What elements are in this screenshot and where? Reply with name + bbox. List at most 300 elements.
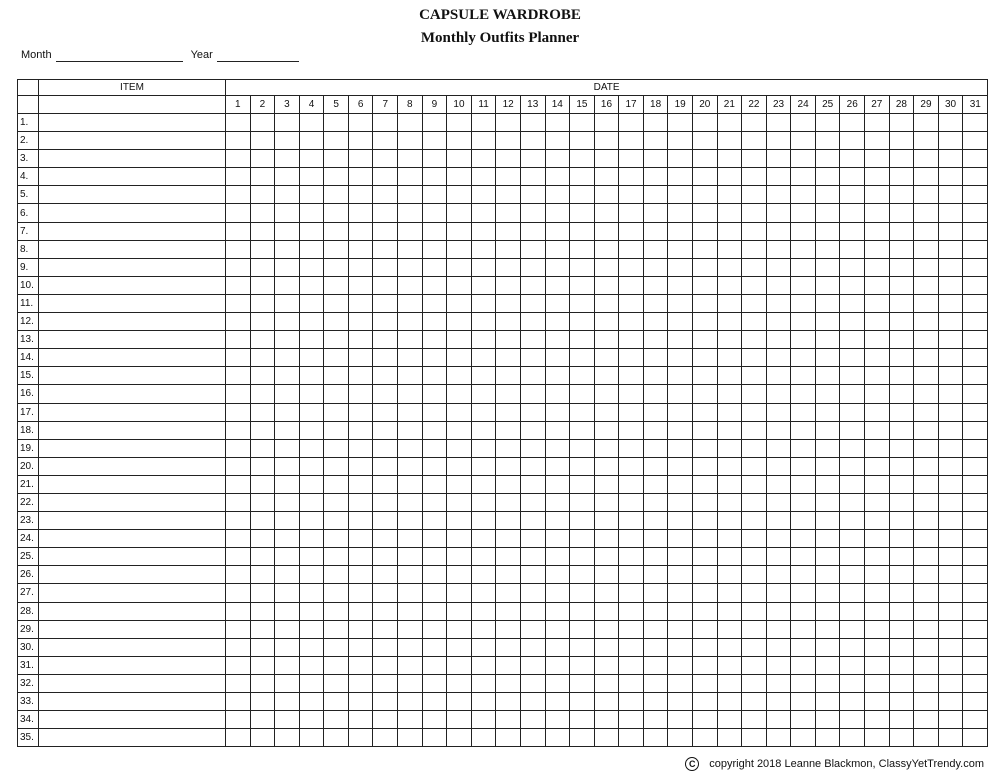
date-cell[interactable] [717,349,742,367]
date-cell[interactable] [447,530,472,548]
date-cell[interactable] [447,367,472,385]
date-cell[interactable] [275,530,300,548]
date-cell[interactable] [398,403,423,421]
date-cell[interactable] [447,186,472,204]
date-cell[interactable] [496,222,521,240]
date-cell[interactable] [422,693,447,711]
date-cell[interactable] [226,114,251,132]
date-cell[interactable] [668,620,693,638]
date-cell[interactable] [496,548,521,566]
date-cell[interactable] [471,313,496,331]
date-cell[interactable] [471,186,496,204]
date-cell[interactable] [865,367,890,385]
date-cell[interactable] [348,349,373,367]
date-cell[interactable] [496,367,521,385]
date-cell[interactable] [742,114,767,132]
date-cell[interactable] [791,403,816,421]
date-cell[interactable] [299,602,324,620]
date-cell[interactable] [570,439,595,457]
date-cell[interactable] [766,729,791,747]
date-cell[interactable] [889,620,914,638]
date-cell[interactable] [840,276,865,294]
date-cell[interactable] [496,656,521,674]
date-cell[interactable] [766,331,791,349]
date-cell[interactable] [226,693,251,711]
date-cell[interactable] [865,222,890,240]
date-cell[interactable] [520,367,545,385]
date-cell[interactable] [619,168,644,186]
date-cell[interactable] [520,421,545,439]
date-cell[interactable] [471,584,496,602]
date-cell[interactable] [815,512,840,530]
date-cell[interactable] [963,349,988,367]
date-cell[interactable] [299,186,324,204]
date-cell[interactable] [570,186,595,204]
date-cell[interactable] [766,566,791,584]
date-cell[interactable] [914,294,939,312]
date-cell[interactable] [865,566,890,584]
date-cell[interactable] [889,656,914,674]
date-cell[interactable] [324,258,349,276]
date-cell[interactable] [520,548,545,566]
date-cell[interactable] [914,693,939,711]
date-cell[interactable] [840,512,865,530]
date-cell[interactable] [643,729,668,747]
date-cell[interactable] [840,186,865,204]
date-cell[interactable] [889,548,914,566]
date-cell[interactable] [938,331,963,349]
date-cell[interactable] [398,168,423,186]
date-cell[interactable] [373,638,398,656]
date-cell[interactable] [914,132,939,150]
date-cell[interactable] [938,475,963,493]
date-cell[interactable] [520,656,545,674]
date-cell[interactable] [299,331,324,349]
date-cell[interactable] [545,294,570,312]
date-cell[interactable] [938,584,963,602]
date-cell[interactable] [520,222,545,240]
date-cell[interactable] [348,222,373,240]
date-cell[interactable] [348,656,373,674]
date-cell[interactable] [226,674,251,692]
date-cell[interactable] [545,385,570,403]
date-cell[interactable] [250,403,275,421]
date-cell[interactable] [324,403,349,421]
date-cell[interactable] [471,439,496,457]
date-cell[interactable] [619,421,644,439]
date-cell[interactable] [348,258,373,276]
date-cell[interactable] [275,656,300,674]
date-cell[interactable] [398,439,423,457]
date-cell[interactable] [938,204,963,222]
date-cell[interactable] [324,457,349,475]
date-cell[interactable] [275,313,300,331]
date-cell[interactable] [471,114,496,132]
date-cell[interactable] [520,638,545,656]
date-cell[interactable] [914,439,939,457]
date-cell[interactable] [398,276,423,294]
date-cell[interactable] [324,150,349,168]
date-cell[interactable] [250,457,275,475]
date-cell[interactable] [447,674,472,692]
date-cell[interactable] [570,711,595,729]
date-cell[interactable] [668,403,693,421]
date-cell[interactable] [422,530,447,548]
date-cell[interactable] [643,313,668,331]
date-cell[interactable] [398,204,423,222]
date-cell[interactable] [275,168,300,186]
date-cell[interactable] [373,475,398,493]
date-cell[interactable] [865,493,890,511]
date-cell[interactable] [889,674,914,692]
date-cell[interactable] [226,222,251,240]
date-cell[interactable] [471,168,496,186]
date-cell[interactable] [815,729,840,747]
date-cell[interactable] [668,566,693,584]
date-cell[interactable] [815,240,840,258]
date-cell[interactable] [766,439,791,457]
date-cell[interactable] [570,729,595,747]
date-cell[interactable] [250,367,275,385]
date-cell[interactable] [299,548,324,566]
date-cell[interactable] [447,240,472,258]
date-cell[interactable] [299,620,324,638]
date-cell[interactable] [471,294,496,312]
date-cell[interactable] [594,457,619,475]
date-cell[interactable] [226,276,251,294]
date-cell[interactable] [717,620,742,638]
date-cell[interactable] [496,584,521,602]
date-cell[interactable] [692,638,717,656]
date-cell[interactable] [250,530,275,548]
date-cell[interactable] [226,638,251,656]
date-cell[interactable] [914,313,939,331]
date-cell[interactable] [815,530,840,548]
date-cell[interactable] [447,439,472,457]
date-cell[interactable] [226,313,251,331]
date-cell[interactable] [348,132,373,150]
date-cell[interactable] [619,493,644,511]
date-cell[interactable] [840,258,865,276]
date-cell[interactable] [373,168,398,186]
date-cell[interactable] [299,729,324,747]
date-cell[interactable] [275,240,300,258]
date-cell[interactable] [619,711,644,729]
date-cell[interactable] [324,475,349,493]
date-cell[interactable] [643,493,668,511]
date-cell[interactable] [938,421,963,439]
date-cell[interactable] [963,530,988,548]
date-cell[interactable] [594,186,619,204]
date-cell[interactable] [373,313,398,331]
date-cell[interactable] [422,258,447,276]
date-cell[interactable] [422,548,447,566]
date-cell[interactable] [815,204,840,222]
date-cell[interactable] [348,584,373,602]
date-cell[interactable] [299,584,324,602]
date-cell[interactable] [865,313,890,331]
date-cell[interactable] [398,114,423,132]
date-cell[interactable] [496,331,521,349]
date-cell[interactable] [348,493,373,511]
date-cell[interactable] [619,150,644,168]
date-cell[interactable] [742,403,767,421]
date-cell[interactable] [570,367,595,385]
date-cell[interactable] [889,584,914,602]
date-cell[interactable] [914,204,939,222]
date-cell[interactable] [668,421,693,439]
date-cell[interactable] [398,150,423,168]
date-cell[interactable] [668,313,693,331]
item-cell[interactable] [39,656,226,674]
date-cell[interactable] [619,457,644,475]
date-cell[interactable] [496,693,521,711]
date-cell[interactable] [840,240,865,258]
date-cell[interactable] [520,114,545,132]
date-cell[interactable] [594,674,619,692]
date-cell[interactable] [840,114,865,132]
date-cell[interactable] [938,711,963,729]
date-cell[interactable] [348,150,373,168]
date-cell[interactable] [668,114,693,132]
date-cell[interactable] [914,240,939,258]
date-cell[interactable] [668,204,693,222]
date-cell[interactable] [865,331,890,349]
date-cell[interactable] [226,367,251,385]
date-cell[interactable] [815,493,840,511]
date-cell[interactable] [717,114,742,132]
date-cell[interactable] [471,204,496,222]
date-cell[interactable] [471,620,496,638]
date-cell[interactable] [275,186,300,204]
date-cell[interactable] [594,620,619,638]
date-cell[interactable] [422,168,447,186]
date-cell[interactable] [570,475,595,493]
date-cell[interactable] [275,602,300,620]
date-cell[interactable] [766,403,791,421]
item-cell[interactable] [39,493,226,511]
date-cell[interactable] [226,457,251,475]
date-cell[interactable] [692,439,717,457]
date-cell[interactable] [815,475,840,493]
date-cell[interactable] [594,566,619,584]
date-cell[interactable] [766,584,791,602]
date-cell[interactable] [963,132,988,150]
date-cell[interactable] [865,150,890,168]
date-cell[interactable] [570,566,595,584]
date-cell[interactable] [496,132,521,150]
date-cell[interactable] [840,204,865,222]
date-cell[interactable] [668,331,693,349]
date-cell[interactable] [520,439,545,457]
date-cell[interactable] [496,204,521,222]
item-cell[interactable] [39,674,226,692]
date-cell[interactable] [594,204,619,222]
date-cell[interactable] [717,457,742,475]
date-cell[interactable] [299,276,324,294]
date-cell[interactable] [692,132,717,150]
date-cell[interactable] [422,656,447,674]
item-cell[interactable] [39,132,226,150]
date-cell[interactable] [348,530,373,548]
date-cell[interactable] [692,674,717,692]
date-cell[interactable] [889,693,914,711]
date-cell[interactable] [840,331,865,349]
date-cell[interactable] [643,439,668,457]
date-cell[interactable] [250,114,275,132]
date-cell[interactable] [889,385,914,403]
date-cell[interactable] [447,638,472,656]
date-cell[interactable] [692,711,717,729]
date-cell[interactable] [692,313,717,331]
item-cell[interactable] [39,150,226,168]
date-cell[interactable] [840,222,865,240]
date-cell[interactable] [938,566,963,584]
date-cell[interactable] [545,349,570,367]
date-cell[interactable] [250,602,275,620]
date-cell[interactable] [914,403,939,421]
date-cell[interactable] [299,674,324,692]
date-cell[interactable] [766,656,791,674]
date-cell[interactable] [398,602,423,620]
date-cell[interactable] [865,168,890,186]
date-cell[interactable] [520,475,545,493]
date-cell[interactable] [643,693,668,711]
date-cell[interactable] [471,602,496,620]
date-cell[interactable] [299,475,324,493]
date-cell[interactable] [742,204,767,222]
date-cell[interactable] [963,602,988,620]
date-cell[interactable] [938,114,963,132]
date-cell[interactable] [422,674,447,692]
date-cell[interactable] [963,385,988,403]
date-cell[interactable] [643,150,668,168]
date-cell[interactable] [742,439,767,457]
date-cell[interactable] [791,186,816,204]
date-cell[interactable] [889,439,914,457]
date-cell[interactable] [348,367,373,385]
date-cell[interactable] [766,602,791,620]
date-cell[interactable] [275,276,300,294]
date-cell[interactable] [717,258,742,276]
date-cell[interactable] [791,674,816,692]
date-cell[interactable] [914,150,939,168]
date-cell[interactable] [766,222,791,240]
date-cell[interactable] [373,204,398,222]
date-cell[interactable] [275,403,300,421]
date-cell[interactable] [717,493,742,511]
date-cell[interactable] [398,512,423,530]
date-cell[interactable] [840,548,865,566]
date-cell[interactable] [619,548,644,566]
date-cell[interactable] [570,493,595,511]
date-cell[interactable] [398,367,423,385]
date-cell[interactable] [496,186,521,204]
date-cell[interactable] [865,656,890,674]
date-cell[interactable] [447,132,472,150]
date-cell[interactable] [570,656,595,674]
date-cell[interactable] [865,385,890,403]
date-cell[interactable] [643,620,668,638]
date-cell[interactable] [226,168,251,186]
date-cell[interactable] [717,276,742,294]
date-cell[interactable] [348,620,373,638]
date-cell[interactable] [520,711,545,729]
date-cell[interactable] [865,638,890,656]
date-cell[interactable] [373,367,398,385]
date-cell[interactable] [815,367,840,385]
date-cell[interactable] [471,240,496,258]
date-cell[interactable] [348,403,373,421]
date-cell[interactable] [373,186,398,204]
date-cell[interactable] [570,674,595,692]
date-cell[interactable] [717,566,742,584]
date-cell[interactable] [692,385,717,403]
date-cell[interactable] [619,349,644,367]
date-cell[interactable] [619,475,644,493]
date-cell[interactable] [398,530,423,548]
date-cell[interactable] [914,493,939,511]
date-cell[interactable] [422,132,447,150]
date-cell[interactable] [250,204,275,222]
date-cell[interactable] [692,566,717,584]
item-cell[interactable] [39,638,226,656]
date-cell[interactable] [348,566,373,584]
date-cell[interactable] [938,240,963,258]
date-cell[interactable] [865,114,890,132]
date-cell[interactable] [398,548,423,566]
date-cell[interactable] [668,385,693,403]
date-cell[interactable] [938,132,963,150]
date-cell[interactable] [791,493,816,511]
date-cell[interactable] [226,493,251,511]
date-cell[interactable] [447,566,472,584]
date-cell[interactable] [348,512,373,530]
date-cell[interactable] [742,566,767,584]
date-cell[interactable] [692,620,717,638]
date-cell[interactable] [496,475,521,493]
date-cell[interactable] [250,693,275,711]
date-cell[interactable] [791,222,816,240]
date-cell[interactable] [692,421,717,439]
date-cell[interactable] [250,711,275,729]
date-cell[interactable] [619,276,644,294]
date-cell[interactable] [299,367,324,385]
date-cell[interactable] [324,349,349,367]
date-cell[interactable] [643,186,668,204]
date-cell[interactable] [348,240,373,258]
date-cell[interactable] [398,132,423,150]
date-cell[interactable] [840,457,865,475]
date-cell[interactable] [226,204,251,222]
date-cell[interactable] [496,674,521,692]
date-cell[interactable] [324,421,349,439]
date-cell[interactable] [619,258,644,276]
date-cell[interactable] [791,729,816,747]
date-cell[interactable] [766,294,791,312]
date-cell[interactable] [619,602,644,620]
date-cell[interactable] [594,439,619,457]
date-cell[interactable] [471,276,496,294]
date-cell[interactable] [889,186,914,204]
date-cell[interactable] [545,439,570,457]
date-cell[interactable] [545,313,570,331]
date-cell[interactable] [373,132,398,150]
date-cell[interactable] [840,530,865,548]
date-cell[interactable] [496,512,521,530]
date-cell[interactable] [643,512,668,530]
date-cell[interactable] [324,584,349,602]
